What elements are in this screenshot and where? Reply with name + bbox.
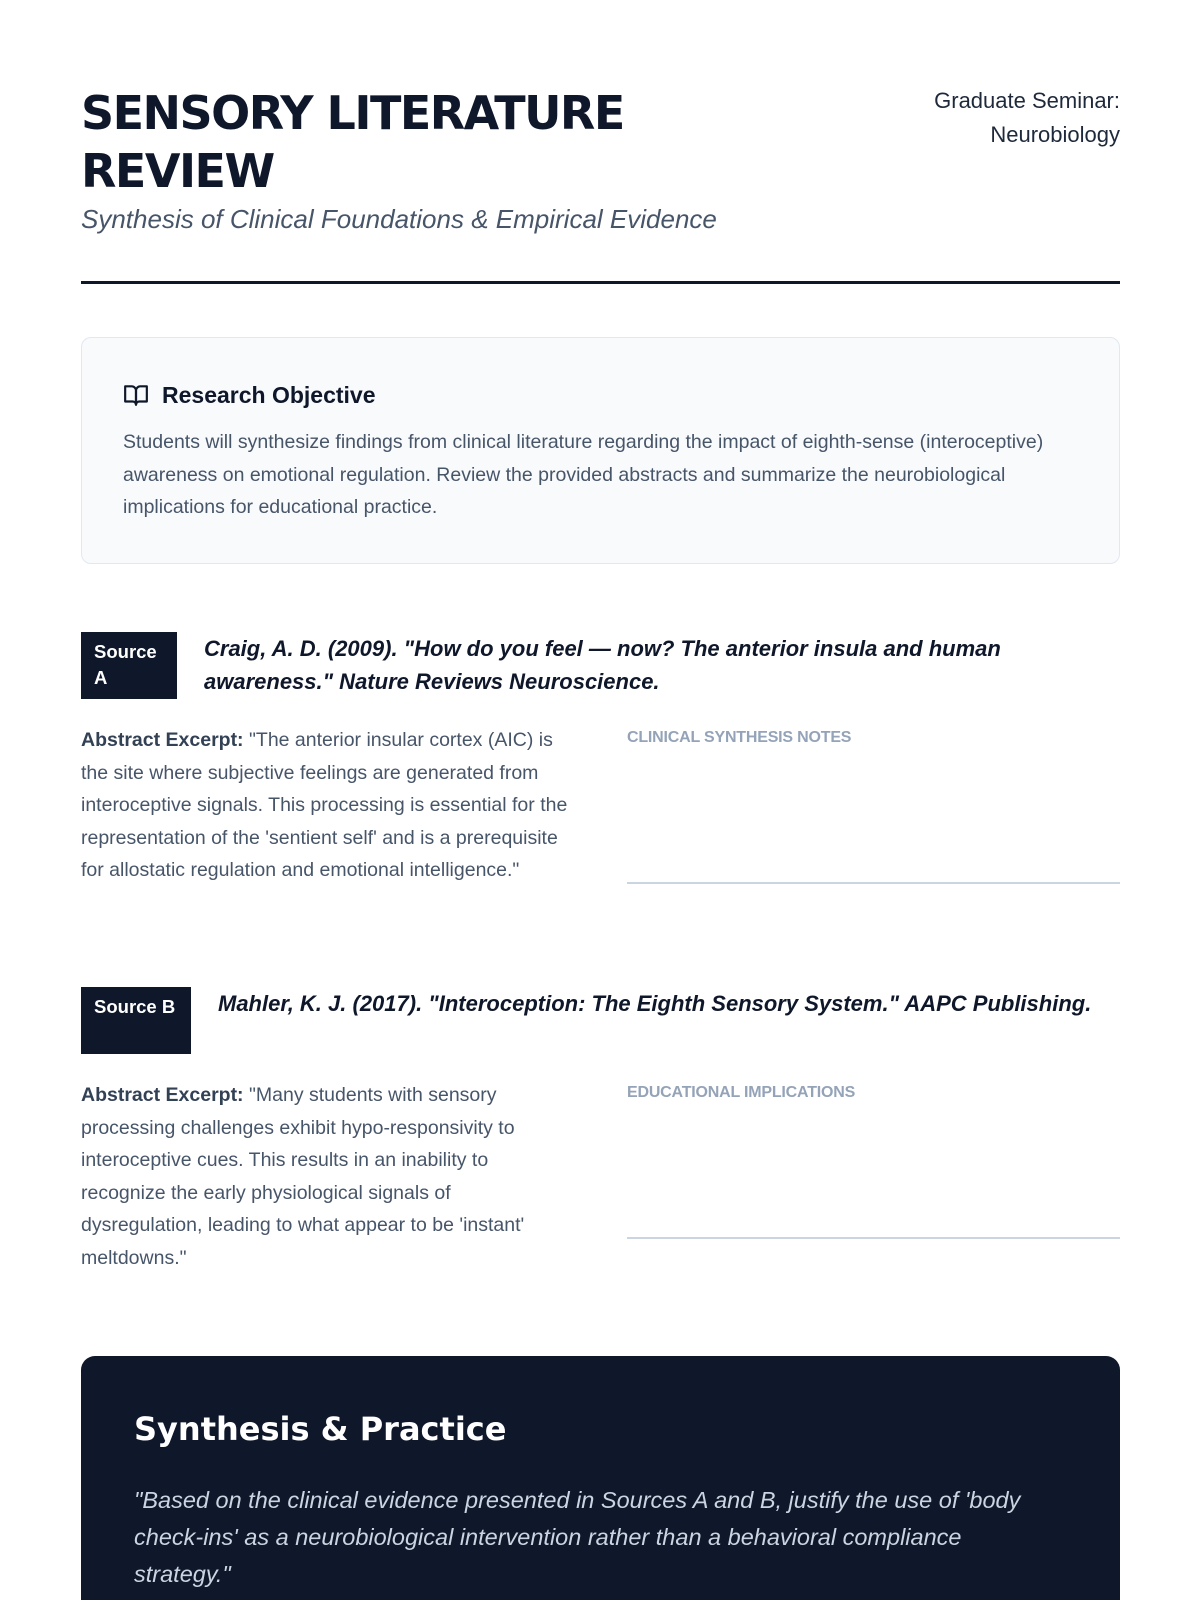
book-open-icon	[123, 382, 149, 408]
source-abstract	[81, 1079, 576, 1274]
source-citation: Mahler, K. J. (2017). "Interoception: The Eighth Sensory System." AAPC Publishing.	[218, 991, 1092, 1016]
objective-heading	[123, 378, 376, 412]
source-citation: Craig, A. D. (2009). "How do you feel — now? The anterior insula and human awareness." Nature Reviews Neuroscience.	[204, 636, 1001, 694]
notes-label: EDUCATIONAL IMPLICATIONS	[627, 1084, 856, 1101]
header-divider	[81, 281, 1120, 284]
abstract-text: "The anterior insular cortex (AIC) is the site where subjective feelings are generated from interoceptive signals. This processing is essential for the representation of the 'sentient self' and is a prerequisite for allostatic regulation and emotional intelligence."	[81, 729, 568, 881]
source-abstract	[81, 724, 576, 887]
notes-label: CLINICAL SYNTHESIS NOTES	[627, 729, 852, 746]
objective-title: Research Objective	[162, 381, 376, 408]
synthesis-box	[81, 1356, 1120, 1600]
notes-writing-line[interactable]	[627, 882, 1120, 884]
page-header	[81, 84, 1120, 284]
page-subtitle: Synthesis of Clinical Foundations & Empirical Evidence	[81, 204, 717, 234]
course-label	[860, 84, 1120, 152]
notes-writing-line[interactable]	[627, 1237, 1120, 1239]
abstract-label: Abstract Excerpt:	[81, 1084, 244, 1106]
research-objective-box	[81, 337, 1120, 564]
course-label-line2: Neurobiology	[990, 122, 1120, 147]
page-title: SENSORY LITERATURE REVIEW	[81, 86, 624, 198]
synthesis-prompt: "Based on the clinical evidence presented in Sources A and B, justify the use of 'body check-ins' as a neurobiological intervention rather than a behavioral compliance strategy."	[134, 1487, 1021, 1587]
source-badge: Source A	[81, 632, 177, 699]
objective-text: Students will synthesize findings from clinical literature regarding the impact of eighth-sense (interoceptive) awareness on emotional regulation. Review the provided abstracts and summarize the neurobiological implications for educational practice.	[123, 431, 1044, 518]
synthesis-title: Synthesis & Practice	[134, 1410, 507, 1448]
abstract-label: Abstract Excerpt:	[81, 729, 244, 751]
course-label-line1: Graduate Seminar:	[934, 88, 1120, 113]
source-badge: Source B	[81, 987, 191, 1054]
abstract-text: "Many students with sensory processing challenges exhibit hypo-responsivity to interoceptive cues. This results in an inability to recognize the early physiological signals of dysregulation, leading to what appear to be 'instant' meltdowns."	[81, 1084, 525, 1269]
